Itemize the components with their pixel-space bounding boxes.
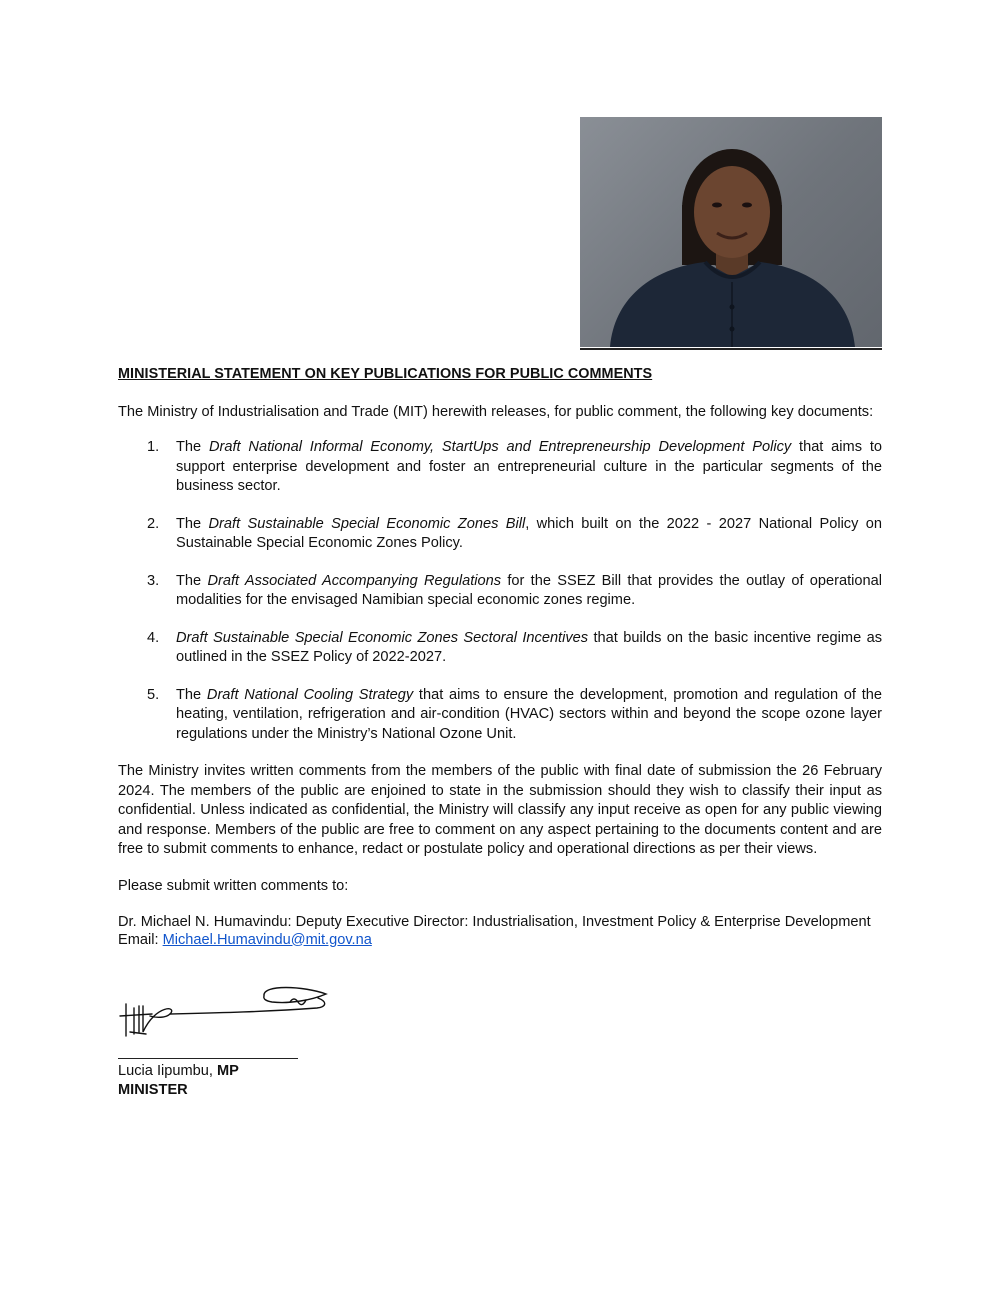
closing-paragraph: The Ministry invites written comments from the members of the public with final date of submission the 26 February 2024. The members of the public are enjoined to state in the submission should they wish to classify their input as confidential. Unless indicated as confidential, the Ministry will classify any input receive as open for any public viewing and response. Members of the public are free to comment on any aspect pertaining to the documents content and are free to submit comments to enhance, redact or postulate policy and operational directions as per their views. — [118, 763, 882, 857]
item-description: for the SSEZ Bill that provides the outlay of operational modalities for the envisaged Namibian special economic zones regime. — [176, 572, 883, 608]
item-prefix: The — [176, 686, 207, 703]
list-number: 1. — [147, 439, 160, 455]
list-item — [118, 515, 882, 554]
item-document-title: Draft Associated Accompanying Regulations — [207, 572, 502, 589]
signer-role-text: MINISTER — [118, 1082, 188, 1098]
email-link[interactable]: Michael.Humavindu@mit.gov.na — [162, 931, 372, 948]
contact-name: Dr. Michael N. Humavindu: Deputy Executive Director: Industrialisation, Investment Policy & Enterprise Development — [118, 914, 871, 930]
signer-block — [118, 1062, 239, 1100]
portrait-underline — [580, 348, 882, 350]
submit-prompt: Please submit written comments to: — [118, 878, 349, 894]
item-document-title: Draft Sustainable Special Economic Zones Sectoral Incentives — [176, 629, 589, 646]
signer-role — [118, 1081, 239, 1100]
signature-line — [118, 1058, 298, 1059]
item-prefix: The — [176, 439, 209, 455]
intro-paragraph: The Ministry of Industrialisation and Trade (MIT) herewith releases, for public comment, the following key documents: — [118, 404, 874, 420]
handwritten-signature — [112, 980, 332, 1042]
list-number: 5. — [147, 686, 160, 703]
item-document-title: Draft National Cooling Strategy — [206, 686, 414, 703]
list-number: 3. — [147, 572, 160, 589]
email-label: Email: — [118, 931, 163, 948]
item-description: that aims to support enterprise development and foster an entrepreneurial culture in the particular segments of the business sector. — [176, 439, 882, 494]
item-prefix: The — [176, 572, 208, 589]
list-number: 2. — [147, 515, 160, 532]
item-description: that aims to ensure the development, promotion and regulation of the heating, ventilation, refrigeration and air-condition (HVAC) sectors within and beyond the scope ozone layer regulations under the Ministry’s National Ozone Unit. — [176, 686, 883, 742]
list-item — [118, 572, 882, 611]
list-item — [118, 629, 882, 668]
signer-name: Lucia Iipumbu, — [118, 1063, 217, 1079]
item-description: that builds on the basic incentive regime as outlined in the SSEZ Policy of 2022-2027. — [176, 629, 882, 665]
document-list — [118, 438, 882, 762]
portrait-photo — [580, 117, 882, 347]
email-line — [118, 932, 871, 950]
item-prefix: The — [176, 515, 209, 532]
list-item — [118, 438, 882, 497]
portrait-illustration — [580, 117, 882, 347]
signer-name-line — [118, 1062, 239, 1081]
item-description: , which built on the 2022 - 2027 National Policy on Sustainable Special Economic Zones Policy. — [176, 515, 882, 551]
list-item — [118, 686, 882, 745]
list-number: 4. — [147, 629, 160, 646]
item-document-title: Draft Sustainable Special Economic Zones Bill — [208, 515, 526, 532]
signer-suffix: MP — [216, 1063, 239, 1079]
signature-icon — [112, 980, 332, 1042]
item-document-title: Draft National Informal Economy, StartUps and Entrepreneurship Development Policy — [208, 439, 792, 455]
statement-title: MINISTERIAL STATEMENT ON KEY PUBLICATIONS FOR PUBLIC COMMENTS — [118, 366, 653, 382]
contact-block — [118, 914, 871, 949]
